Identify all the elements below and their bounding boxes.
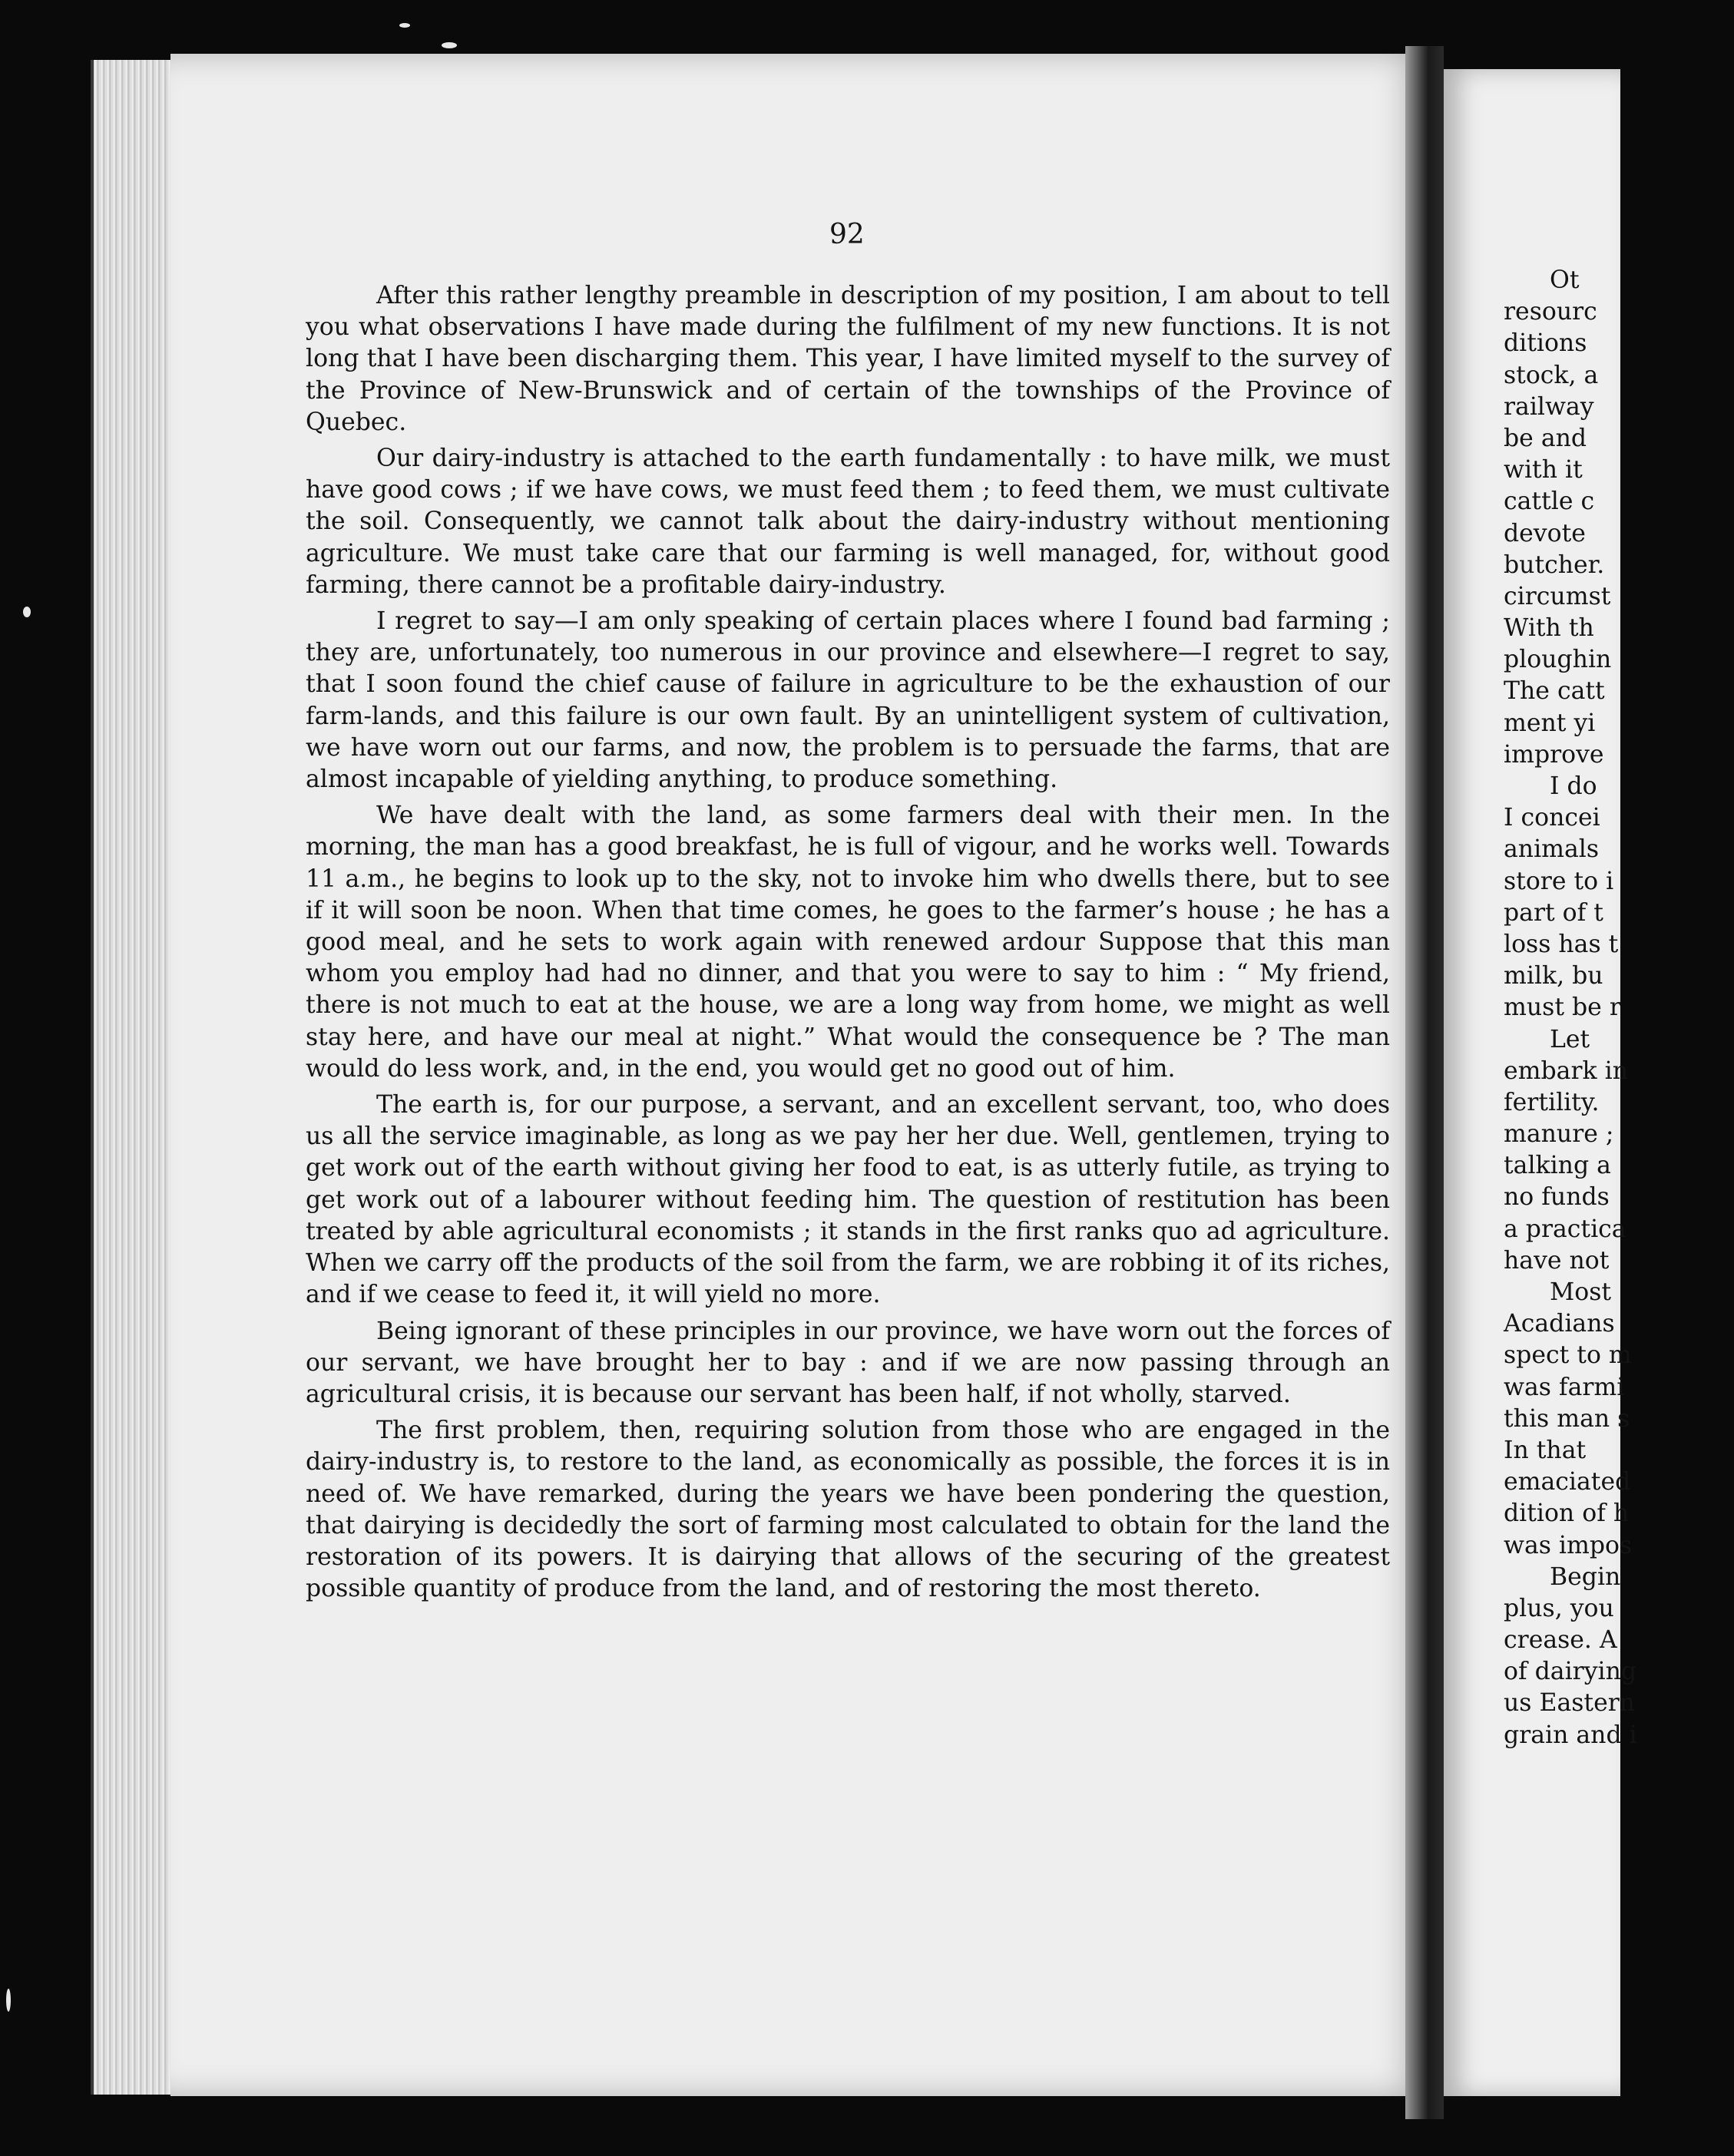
facing-line: ploughin	[1504, 646, 1612, 674]
book-gutter	[1405, 46, 1444, 2119]
facing-line: Acadians	[1504, 1310, 1615, 1338]
body-text	[306, 280, 1390, 1609]
facing-line: I concei	[1504, 804, 1600, 832]
facing-line: manure ;	[1504, 1120, 1614, 1149]
facing-line: fertility.	[1504, 1088, 1600, 1116]
facing-line: us Eastern	[1504, 1689, 1636, 1718]
facing-line: embark in	[1504, 1057, 1628, 1085]
paragraph: The earth is, for our purpose, a servant, and an excellent servant, too, who does us all the service imaginable, as long as we pay her her due. Well, gentlemen, trying to get work out of the earth without giving her food to eat, is as utterly futile, as trying to get work out of a labourer without feeding him. The question of restitution has been treated by able agricultural economists ; it stands in the first ranks quo ad agriculture. When we carry off the products of the soil from the farm, we are robbing it of its riches, and if we cease to feed it, it will yield no more.	[306, 1091, 1390, 1309]
facing-line: milk, bu	[1504, 962, 1603, 990]
paragraph: Our dairy-industry is attached to the earth fundamentally : to have milk, we must have good cows ; if we have cows, we must feed them ; to feed them, we must cultivate the soil. Consequently, we cannot talk about the dairy-industry without mentioning agriculture. We must take care that our farming is well managed, for, without good farming, there cannot be a profitable dairy-industry.	[306, 445, 1390, 599]
facing-line: talking a	[1504, 1152, 1611, 1180]
facing-line: crease. A	[1504, 1626, 1617, 1655]
facing-line: store to i	[1504, 867, 1614, 895]
facing-line: Let	[1550, 1025, 1590, 1053]
facing-line: resourc	[1504, 298, 1597, 326]
scan-speck	[23, 607, 31, 617]
paragraph: The first problem, then, requiring solution from those who are engaged in the dairy-industry is, to restore to the land, as economically as possible, the forces it is in need of. We have remarked, during the years we have been pondering the question, that dairying is decidedly the sort of farming most calculated to obtain for the land the restoration of its powers. It is dairying that allows of the securing of the greatest possible quantity of produce from the land, and of restoring the most thereto.	[306, 1417, 1390, 1603]
page-number: 92	[829, 219, 865, 250]
facing-line: ditions	[1504, 329, 1587, 358]
facing-line: loss has t	[1504, 930, 1619, 958]
facing-line: no funds	[1504, 1183, 1610, 1212]
facing-line: animals	[1504, 835, 1600, 864]
facing-line: stock, a	[1504, 361, 1599, 389]
facing-line: ment yi	[1504, 709, 1596, 737]
facing-line: devote	[1504, 519, 1586, 547]
paragraph: After this rather lengthy preamble in description of my position, I am about to tell you what observations I have made during the fulfilment of my new functions. It is not long that I have been discharging them. This year, I have limited myself to the survey of the Province of New-Brunswick and of certain of the townships of the Province of Quebec.	[306, 282, 1390, 436]
facing-line: butcher.	[1504, 551, 1605, 579]
facing-line: spect to m	[1504, 1341, 1632, 1370]
facing-line: was farmi	[1504, 1373, 1625, 1401]
facing-line: cattle c	[1504, 488, 1595, 516]
facing-line: circumst	[1504, 582, 1611, 610]
facing-line: dition of h	[1504, 1500, 1630, 1528]
facing-line: part of t	[1504, 898, 1603, 927]
facing-line: Begin	[1550, 1562, 1621, 1591]
facing-page-text	[1504, 265, 1734, 1751]
scan-speck	[442, 42, 457, 48]
facing-line: of dairying	[1504, 1658, 1637, 1686]
facing-line: a practica	[1504, 1215, 1626, 1243]
facing-line: must be r	[1504, 994, 1621, 1022]
facing-line: improve	[1504, 740, 1604, 769]
facing-line: I do	[1550, 772, 1597, 800]
facing-line: railway	[1504, 392, 1594, 421]
facing-line: With th	[1504, 614, 1594, 643]
scan-speck	[6, 1989, 11, 2012]
facing-line: Most	[1550, 1278, 1612, 1306]
facing-line: was impos	[1504, 1531, 1633, 1559]
facing-line: this man s	[1504, 1404, 1630, 1433]
facing-line: be and	[1504, 424, 1587, 452]
paragraph: Being ignorant of these principles in our province, we have worn out the forces of our servant, we have brought her to bay : and if we are now passing through an agricultural crisis, it is because our servant has been half, if not wholly, starved.	[306, 1317, 1390, 1408]
facing-line: emaciated	[1504, 1468, 1631, 1496]
page-fore-edge	[91, 60, 178, 2095]
facing-line: with it	[1504, 456, 1583, 484]
facing-line: grain and i	[1504, 1721, 1637, 1749]
paragraph: I regret to say—I am only speaking of certain places where I found bad farming ; they are, unfortunately, too numerous in our province and elsewhere—I regret to say, that I soon found the chief cause of failure in agriculture to be the exhaustion of our farm-lands, and this failure is our own fault. By an unintelligent system of cultivation, we have worn out our farms, and now, the problem is to persuade the farms, that are almost incapable of yielding anything, to produce something.	[306, 607, 1390, 794]
facing-line: In that	[1504, 1436, 1587, 1464]
scan-speck	[399, 23, 410, 28]
facing-line: Ot	[1550, 266, 1580, 294]
paragraph: We have dealt with the land, as some farmers deal with their men. In the morning, the man has a good breakfast, he is full of vigour, and he works well. Towards 11 a.m., he begins to look up to the sky, not to invoke him who dwells there, but to see if it will soon be noon. When that time comes, he goes to the farmer’s house ; he has a good meal, and he sets to work again with renewed ardour Suppose that this man whom you employ had had no dinner, and that you were to say to him : “ My friend, there is not much to eat at the house, we are a long way from home, we might as well stay here, and have our meal at night.” What would the consequence be ? The man would do less work, and, in the end, you would get no good out of him.	[306, 802, 1390, 1083]
facing-line: The catt	[1504, 677, 1605, 706]
facing-line: have not	[1504, 1246, 1610, 1275]
facing-line: plus, you	[1504, 1594, 1614, 1622]
